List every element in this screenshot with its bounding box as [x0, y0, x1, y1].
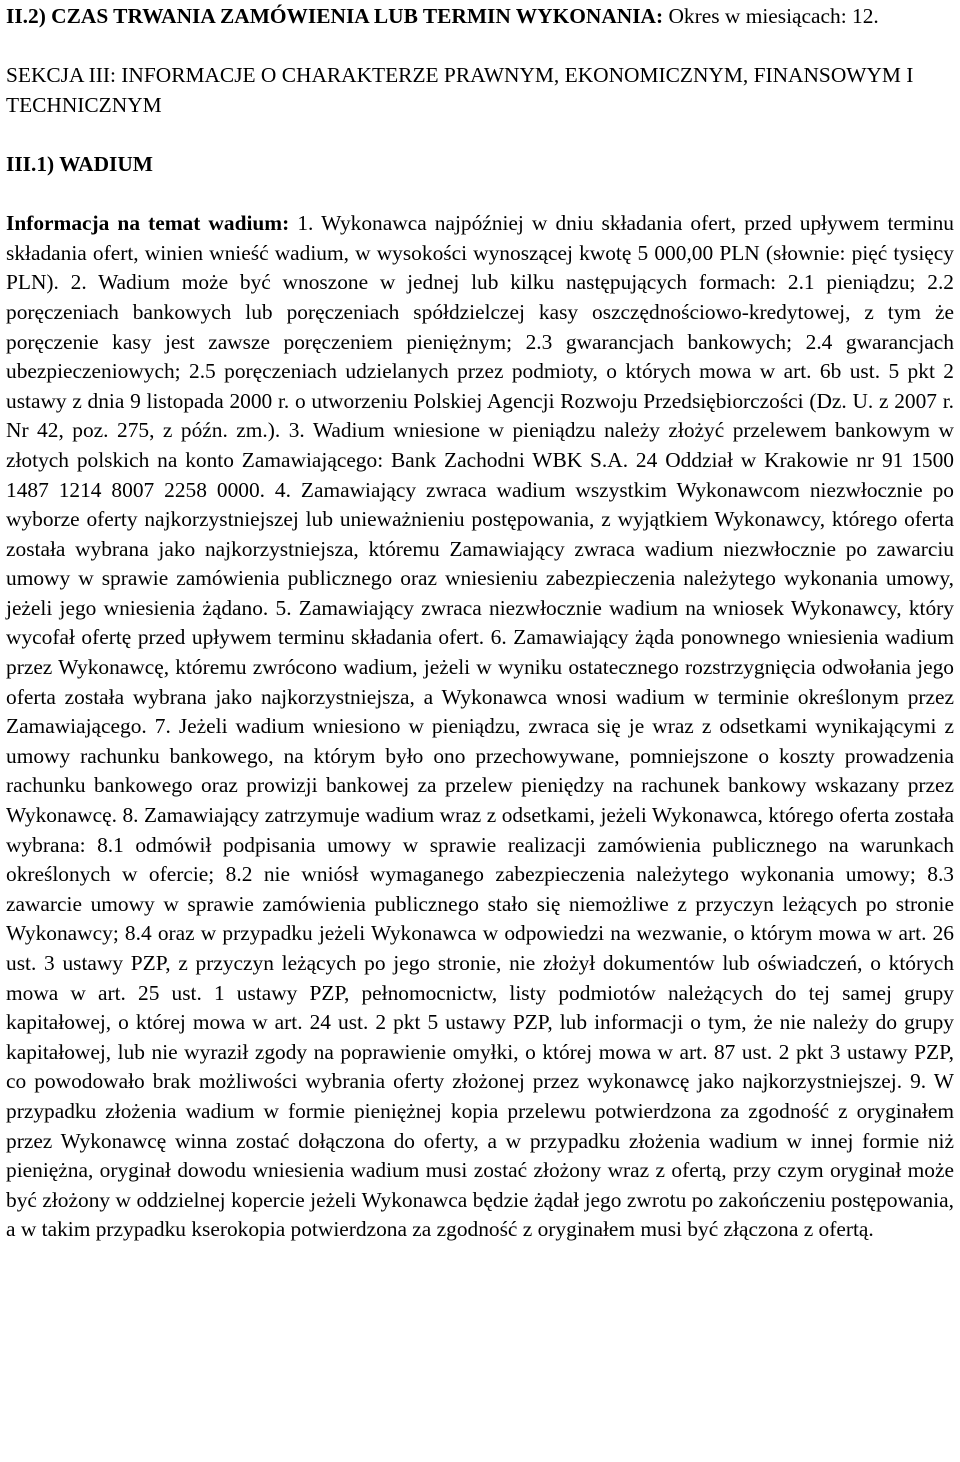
wadium-paragraph: [6, 209, 954, 1245]
section-iii1-heading: III.1) WADIUM: [6, 151, 153, 176]
wadium-label: Informacja na temat wadium:: [6, 211, 290, 236]
section-ii2-paragraph: [6, 2, 954, 32]
wadium-text: 1. Wykonawca najpóźniej w dniu składania ofert, przed upływem terminu składania ofert, winien wnieść wadium, w wysokości wynoszącej kwotę 5 000,00 PLN (słownie: pięć tysięcy PLN). 2. Wadium może być wnoszone w jednej lub kilku następujących formach: 2.1 pieniądzu; 2.2 poręczeniach bankowych lub poręczeniach spółdzielczej kasy oszczędnościowo-kredytowej, z tym że poręczenie kasy jest zawsze poręczeniem pieniężnym; 2.3 gwarancjach bankowych; 2.4 gwarancjach ubezpieczeniowych; 2.5 poręczeniach udzielanych przez podmioty, o których mowa w art. 6b ust. 5 pkt 2 ustawy z dnia 9 listopada 2000 r. o utworzeniu Polskiej Agencji Rozwoju Przedsiębiorczości (Dz. U. z 2007 r. Nr 42, poz. 275, z późn. zm.). 3. Wadium wniesione w pieniądzu należy złożyć przelewem bankowym w złotych polskich na konto Zamawiającego: Bank Zachodni WBK S.A. 24 Oddział w Krakowie nr 91 1500 1487 1214 8007 2258 0000. 4. Zamawiający zwraca wadium wszystkim Wykonawcom niezwłocznie po wyborze oferty najkorzystniejszej lub unieważnieniu postępowania, z wyjątkiem Wykonawcy, którego oferta została wybrana jako najkorzystniejsza, któremu Zamawiający zwraca wadium niezwłocznie po zawarciu umowy w sprawie zamówienia publicznego oraz wniesieniu zabezpieczenia należytego wykonania umowy, jeżeli jego wniesienia żądano. 5. Zamawiający zwraca niezwłocznie wadium na wniosek Wykonawcy, który wycofał ofertę przed upływem terminu składania ofert. 6. Zamawiający żąda ponownego wniesienia wadium przez Wykonawcę, któremu zwrócono wadium, jeżeli w wyniku ostatecznego rozstrzygnięcia odwołania jego oferta została wybrana jako najkorzystniejsza, a Wykonawca wnosi wadium w terminie określonym przez Zamawiającego. 7. Jeżeli wadium wniesiono w pieniądzu, zwraca się je wraz z odsetkami wynikającymi z umowy rachunku bankowego, na którym było ono przechowywane, pomniejszone o koszty prowadzenia rachunku bankowego oraz prowizji bankowej za przelew pieniędzy na rachunek bankowy wskazany przez Wykonawcę. 8. Zamawiający zatrzymuje wadium wraz z odsetkami, jeżeli Wykonawca, którego oferta została wybrana: 8.1 odmówił podpisania umowy w sprawie realizacji zamówienia publicznego na warunkach określonych w ofercie; 8.2 nie wniósł wymaganego zabezpieczenia należytego wykonania umowy; 8.3 zawarcie umowy w sprawie zamówienia publicznego stało się niemożliwe z przyczyn leżących po stronie Wykonawcy; 8.4 oraz w przypadku jeżeli Wykonawca w odpowiedzi na wezwanie, o którym mowa w art. 26 ust. 3 ustawy PZP, z przyczyn leżących po jego stronie, nie złożył dokumentów lub oświadczeń, o których mowa w art. 25 ust. 1 ustawy PZP, pełnomocnictw, listy podmiotów należących do tej samej grupy kapitałowej, o której mowa w art. 24 ust. 2 pkt 5 ustawy PZP, lub informacji o tym, że nie należy do grupy kapitałowej, lub nie wyraził zgody na poprawienie omyłki, o której mowa w art. 87 ust. 2 pkt 3 ustawy PZP, co powodowało brak możliwości wybrania oferty złożonej przez wykonawcę jako najkorzystniejszej. 9. W przypadku złożenia wadium w formie pieniężnej kopia przelewu potwierdzona za zgodność z oryginałem przez Wykonawcę winna zostać dołączona do oferty, a w przypadku złożenia wadium w innej formie niż pieniężna, oryginał dowodu wniesienia wadium musi zostać złożony wraz z ofertą, przy czym oryginał może być złożony w oddzielnej kopercie jeżeli Wykonawca będzie żądał jego zwrotu po zakończeniu postępowania, a w takim przypadku kserokopia potwierdzona za zgodność z oryginałem musi być złączona z ofertą.: [6, 211, 955, 1242]
section-ii2-value: Okres w miesiącach: 12.: [663, 4, 879, 28]
section-ii2-label: II.2) CZAS TRWANIA ZAMÓWIENIA LUB TERMIN WYKONANIA:: [6, 4, 664, 28]
document-page: [6, 2, 954, 1245]
section-iii-heading: SEKCJA III: INFORMACJE O CHARAKTERZE PRAWNYM, EKONOMICZNYM, FINANSOWYM I TECHNICZNYM: [6, 63, 914, 117]
